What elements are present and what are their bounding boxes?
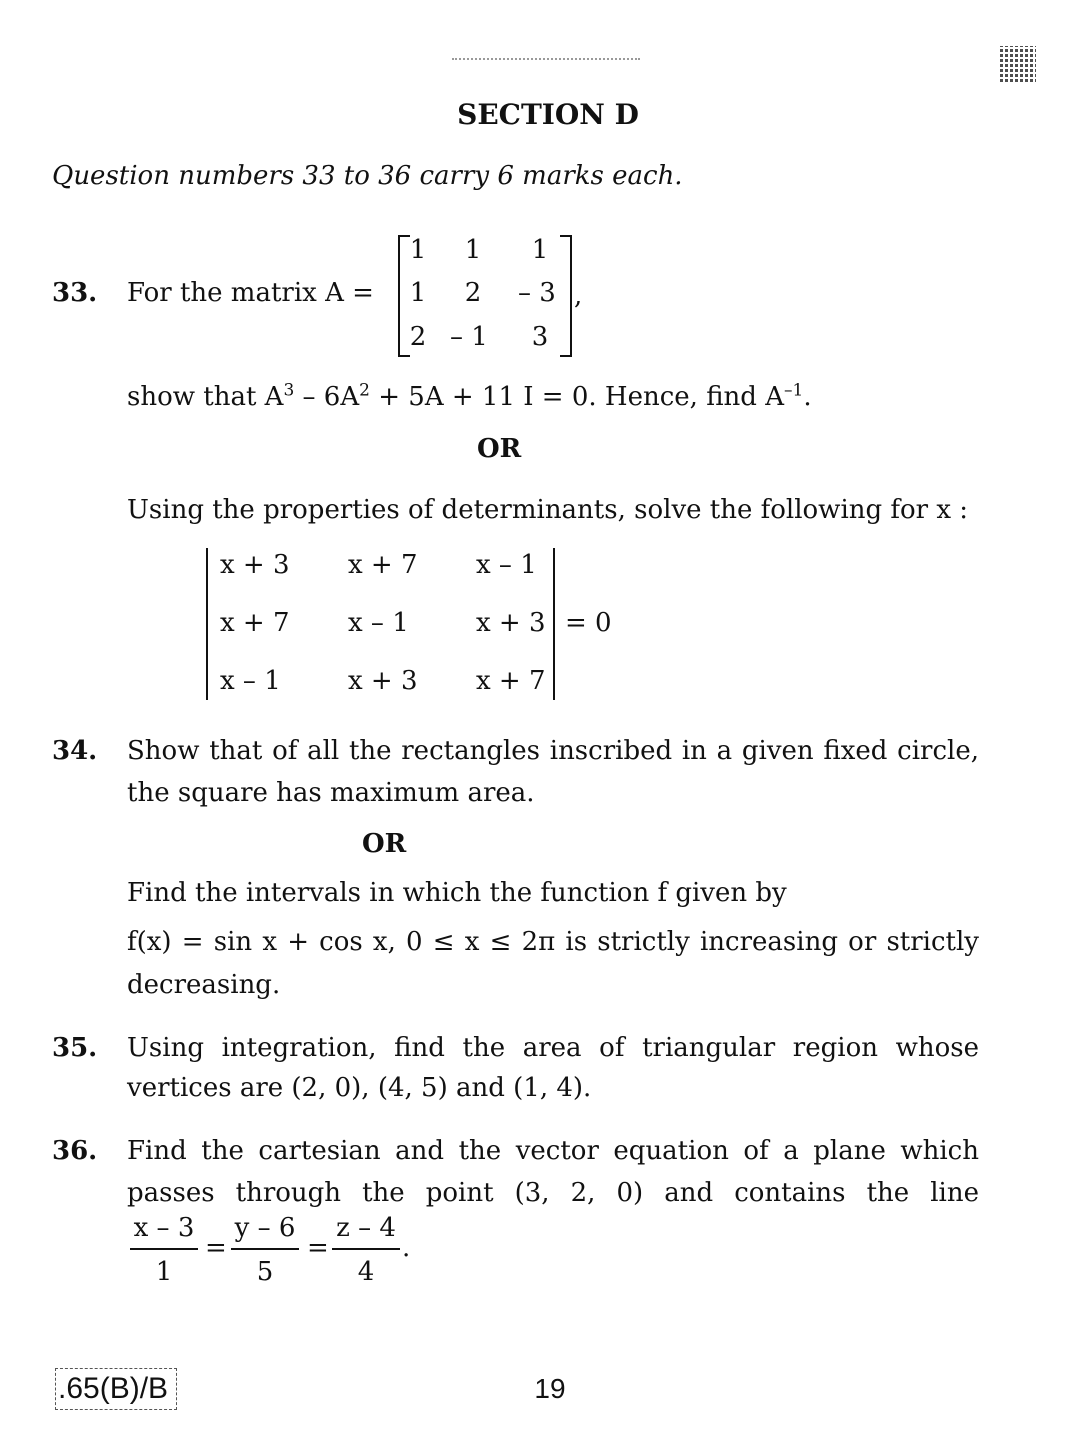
numerator: z – 4 [336,1213,396,1243]
matrix-cell: 3 [531,322,549,352]
matrix-cell: 2 [409,322,427,352]
det-cell: x + 7 [476,666,546,696]
q36-line: Find the cartesian and the vector equation of a plane which [127,1136,979,1166]
qr-code [1000,46,1036,82]
question-number-36: 36. [52,1136,98,1166]
question-number-34: 34. [52,736,98,766]
instruction: Question numbers 33 to 36 carry 6 marks each. [52,161,683,191]
determinant-right-bar [553,548,555,700]
fraction-y [229,1212,301,1288]
numerator: y – 6 [234,1213,296,1243]
matrix-cell: 1 [531,235,549,265]
q33-show-that: show that $A^3 - 6A^2 + 5A + 11$ I = 0. Hence, find $A^{-1}$. [127,380,812,412]
matrix-cell: – 1 [450,322,488,352]
det-equals: = 0 [565,608,612,638]
q35-line: vertices are (2, 0), (4, 5) and (1, 4). [127,1073,592,1103]
numerator: x – 3 [133,1213,195,1243]
det-cell: x – 1 [220,666,281,696]
q34-line: the square has maximum area. [127,778,535,808]
q34-alt-line: decreasing. [127,970,281,1000]
microprint-line [452,58,640,63]
or-label: OR [477,434,522,464]
period: . [402,1233,411,1263]
denominator: 4 [357,1257,375,1287]
q34-alt-line: f(x) = sin x + cos x, 0 ≤ x ≤ 2π is strictly increasing or strictly [127,927,979,957]
det-cell: x – 1 [348,608,409,638]
matrix-comma: , [574,281,583,311]
q33-lead: For the matrix A = [127,278,374,308]
det-cell: x + 7 [348,550,418,580]
or-label: OR [362,829,407,859]
q34-alt-line: Find the intervals in which the function f given by [127,878,787,908]
matrix-cell: – 3 [518,278,556,308]
det-cell: x + 3 [348,666,418,696]
section-title: SECTION D [457,98,639,131]
page-number: 19 [534,1373,566,1404]
matrix-cell: 1 [409,278,427,308]
denominator: 1 [155,1257,173,1287]
equals-sign: = [205,1233,227,1263]
det-cell: x + 7 [220,608,290,638]
q36-line: passes through the point (3, 2, 0) and contains the line [127,1178,979,1208]
equals-sign: = [307,1233,329,1263]
matrix-cell: 1 [409,235,427,265]
denominator: 5 [256,1257,274,1287]
fraction-x [128,1212,200,1288]
q35-line: Using integration, find the area of triangular region whose [127,1033,979,1063]
determinant-left-bar [206,548,208,700]
q33-alt-text: Using the properties of determinants, solve the following for x : [127,495,969,525]
det-cell: x + 3 [220,550,290,580]
paper-code: .65(B)/B [55,1368,177,1410]
matrix-cell: 1 [464,235,482,265]
question-number-33: 33. [52,278,98,308]
det-cell: x + 3 [476,608,546,638]
q34-line: Show that of all the rectangles inscribed in a given fixed circle, [127,736,979,766]
matrix-cell: 2 [464,278,482,308]
question-number-35: 35. [52,1033,98,1063]
fraction-z [330,1212,402,1288]
det-cell: x – 1 [476,550,537,580]
